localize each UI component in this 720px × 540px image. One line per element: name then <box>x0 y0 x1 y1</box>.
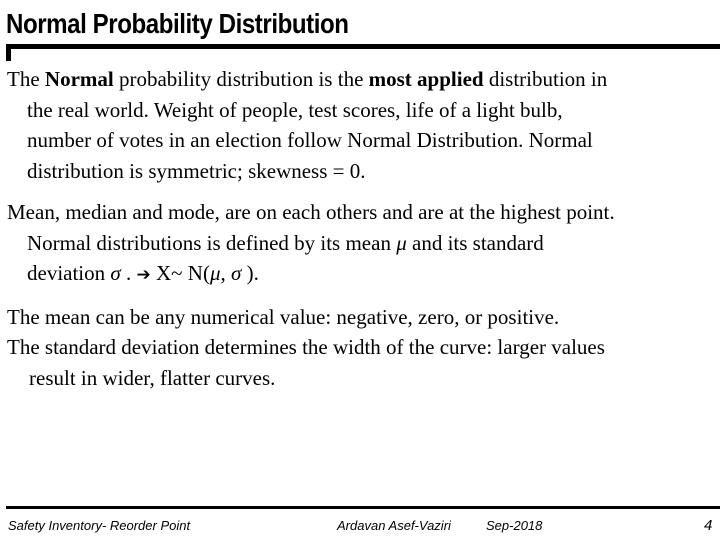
title-underline <box>6 44 720 49</box>
slide-body <box>7 64 715 404</box>
paragraph-mean-values <box>7 302 715 333</box>
text-line: Mean, median and mode, are on each others and are at the highest point. <box>7 200 615 224</box>
paragraph-normal-definition <box>7 64 715 186</box>
text-line: the real world. Weight of people, test scores, life of a light bulb, <box>27 97 563 122</box>
text-line: The mean can be any numerical value: negative, zero, or positive. <box>7 304 560 329</box>
title-underline-tick <box>6 49 11 61</box>
footer-course: Safety Inventory- Reorder Point <box>8 518 191 533</box>
slide-title: Normal Probability Distribution <box>6 8 349 39</box>
text-line: The Normal probability distribution is the most applied distribution in <box>7 67 608 91</box>
text-line: number of votes in an election follow Normal Distribution. Normal <box>27 128 593 152</box>
mu-symbol: μ <box>396 230 407 255</box>
emphasis-normal: Normal <box>44 67 114 91</box>
text-line: deviation σ . ➔ X~ N(μ, σ ). <box>27 261 259 285</box>
text-line: The standard deviation determines the width of the curve: larger values <box>7 335 605 359</box>
paragraph-standard-deviation <box>7 332 715 393</box>
sigma-symbol: σ <box>110 261 121 285</box>
text-line: result in wider, flatter curves. <box>29 365 276 390</box>
text-line: Normal distributions is defined by its mean μ and its standard <box>27 230 544 255</box>
footer-author: Ardavan Asef-Vaziri <box>337 518 451 533</box>
emphasis-most-applied: most applied <box>368 67 484 91</box>
footer-divider <box>6 506 720 509</box>
mu-symbol: μ <box>209 261 221 285</box>
footer-date: Sep-2018 <box>486 518 543 533</box>
sigma-symbol: σ <box>231 261 242 285</box>
arrow-right-icon: ➔ <box>136 265 151 285</box>
paragraph-mean-median-mode <box>7 197 715 291</box>
text-line: distribution is symmetric; skewness = 0. <box>27 158 366 183</box>
page-number: 4 <box>704 517 713 534</box>
